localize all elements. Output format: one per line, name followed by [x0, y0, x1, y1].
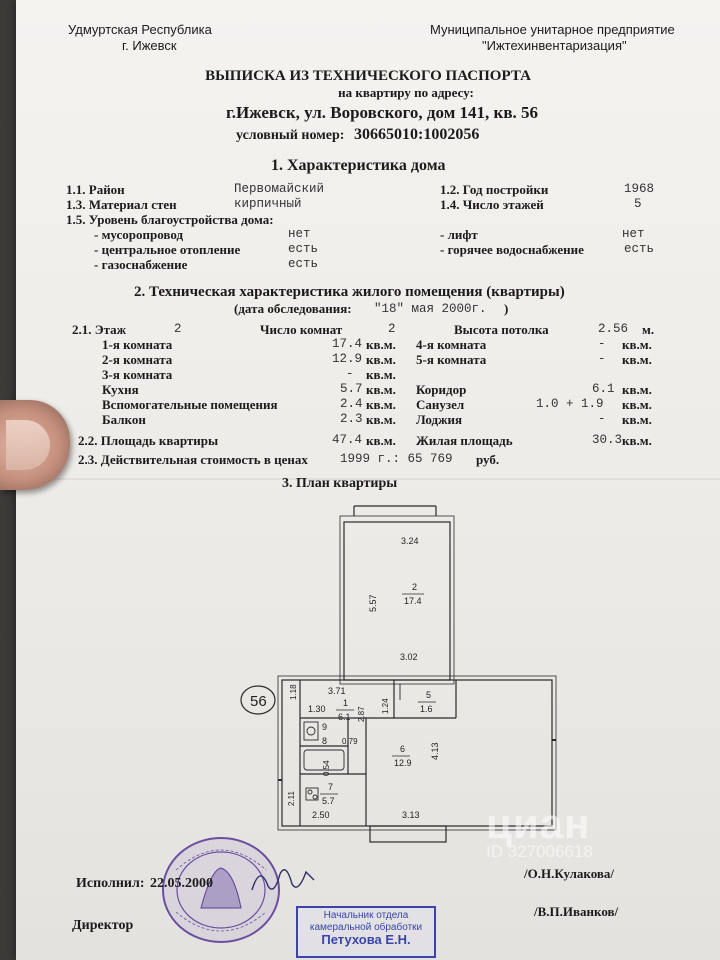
address: г.Ижевск, ул. Воровского, дом 141, кв. 56 [226, 103, 539, 122]
balcony-label: Балкон [102, 412, 146, 427]
dim-124: 1.24 [381, 698, 390, 714]
doc-subtitle: на квартиру по адресу: [338, 85, 474, 100]
room6-area: 12.9 [394, 758, 412, 768]
dim-118: 1.18 [289, 684, 298, 700]
room2-number: 2 [412, 582, 418, 592]
header-left-line1: Удмуртская Республика [68, 22, 212, 37]
room5-area: 1.6 [420, 704, 433, 714]
dim-324: 3.24 [401, 536, 419, 546]
room2-value: 12.9 [332, 352, 363, 366]
room3-label: 3-я комната [102, 367, 173, 382]
dim-130: 1.30 [308, 704, 326, 714]
stamp-line3: Петухова Е.Н. [321, 932, 411, 947]
lift-value: нет [622, 227, 645, 241]
bath-label: Санузел [416, 397, 465, 412]
room2-label: 2-я комната [102, 352, 173, 367]
survey-date-prefix: (дата обследования: [234, 301, 352, 316]
district-label: 1.1. Район [66, 182, 125, 197]
rooms-label: Число комнат [260, 322, 343, 337]
floors-value: 5 [634, 197, 642, 211]
room5-label: 5-я комната [416, 352, 487, 367]
watermark-brand: циан [486, 800, 591, 847]
executor-date: 22.05.2000 [150, 876, 213, 891]
executor-name: /О.Н.Кулакова/ [524, 866, 615, 881]
room1-area: 6.1 [338, 712, 351, 722]
aux-label: Вспомогательные помещения [102, 397, 278, 412]
dim-557: 5.57 [368, 594, 378, 612]
living-label: Жилая площадь [416, 433, 513, 448]
section3-title: 3. План квартиры [282, 476, 398, 491]
room1-number: 1 [343, 698, 349, 708]
plan-room-2-outline [344, 522, 450, 680]
living-value: 30.3 [592, 433, 623, 447]
area-unit: кв.м. [366, 433, 396, 448]
dim-079: 0.79 [342, 737, 358, 746]
section2-title: 2. Техническая характеристика жилого помещения (квартиры) [134, 284, 565, 300]
director-label: Директор [72, 918, 134, 933]
room1-value: 17.4 [332, 337, 363, 351]
room9-number: 9 [322, 722, 328, 732]
room2-area: 17.4 [404, 596, 422, 606]
kitchen-value: 5.7 [340, 382, 363, 396]
garbage-value: нет [288, 227, 311, 241]
dim-054: 0.54 [322, 760, 331, 776]
room4-value: - [598, 337, 606, 351]
header-right-line2: "Ижтехинвентаризация" [482, 38, 627, 53]
cost-unit: руб. [476, 452, 500, 467]
gas-value: есть [288, 257, 319, 271]
survey-date-value: "18" мая 2000г. [374, 302, 487, 316]
room3-value: - [346, 367, 354, 381]
room7-number: 7 [328, 782, 334, 792]
dim-211: 2.11 [287, 791, 296, 806]
aux-unit: кв.м. [366, 397, 396, 412]
executor-label: Исполнил: [76, 876, 145, 891]
heating-value: есть [288, 242, 319, 256]
dim-250: 2.50 [312, 810, 330, 820]
dim-287: 2.87 [357, 706, 366, 722]
loggia-value: - [598, 412, 606, 426]
header-right-line1: Муниципальное унитарное предприятие [430, 22, 675, 37]
hotwater-value: есть [624, 242, 655, 256]
room6-number: 6 [400, 744, 406, 754]
kitchen-unit: кв.м. [366, 382, 396, 397]
cost-value: 1999 г.: 65 769 [340, 452, 453, 466]
room4-label: 4-я комната [416, 337, 487, 352]
height-unit: м. [642, 322, 655, 337]
gas-label: - газоснабжение [94, 257, 188, 272]
dim-313: 3.13 [402, 810, 420, 820]
cost-label: 2.3. Действительная стоимость в ценах [78, 452, 308, 467]
dim-371: 3.71 [328, 686, 346, 696]
room5-unit: кв.м. [622, 352, 652, 367]
header-left-line2: г. Ижевск [122, 38, 177, 53]
bath-unit: кв.м. [622, 397, 652, 412]
director-name: /В.П.Иванков/ [534, 904, 619, 919]
walls-value: кирпичный [234, 197, 302, 211]
department-stamp [296, 906, 436, 958]
room5-number: 5 [426, 690, 432, 700]
district-value: Первомайский [234, 182, 325, 196]
floor-value: 2 [174, 322, 182, 336]
room2-unit: кв.м. [366, 352, 396, 367]
corridor-label: Коридор [416, 382, 467, 397]
floor-plan [16, 0, 720, 960]
dim-413: 4.13 [430, 742, 440, 760]
room3-unit: кв.м. [366, 367, 396, 382]
room1-unit: кв.м. [366, 337, 396, 352]
living-unit: кв.м. [622, 433, 652, 448]
doc-title: ВЫПИСКА ИЗ ТЕХНИЧЕСКОГО ПАСПОРТА [205, 68, 531, 84]
room4-unit: кв.м. [622, 337, 652, 352]
height-value: 2.56 [598, 322, 629, 336]
lift-label: - лифт [440, 227, 478, 242]
stamp-line2: камеральной обработки [309, 921, 423, 933]
room7-area: 5.7 [322, 796, 335, 806]
walls-label: 1.3. Материал стен [66, 197, 177, 212]
floor-label: 2.1. Этаж [72, 322, 127, 337]
corridor-unit: кв.м. [622, 382, 652, 397]
floors-label: 1.4. Число этажей [440, 197, 544, 212]
document-sheet [16, 0, 720, 960]
kitchen-label: Кухня [102, 382, 139, 397]
heating-label: - центральное отопление [94, 242, 241, 257]
area-label: 2.2. Площадь квартиры [78, 433, 219, 448]
cond-number-value: 30665010:1002056 [354, 126, 480, 143]
hotwater-label: - горячее водоснабжение [440, 242, 584, 257]
dim-302: 3.02 [400, 652, 418, 662]
aux-value: 2.4 [340, 397, 363, 411]
area-value: 47.4 [332, 433, 363, 447]
bath-value: 1.0 + 1.9 [536, 397, 604, 411]
room1-label: 1-я комната [102, 337, 173, 352]
year-value: 1968 [624, 182, 655, 196]
balcony-value: 2.3 [340, 412, 363, 426]
rooms-value: 2 [388, 322, 396, 336]
apt-number: 56 [250, 693, 267, 710]
corridor-value: 6.1 [592, 382, 615, 396]
garbage-label: - мусоропровод [94, 227, 184, 242]
executor-signature [248, 860, 318, 900]
section1-title: 1. Характеристика дома [271, 157, 446, 174]
watermark-id: ID 327006618 [486, 842, 593, 861]
height-label: Высота потолка [454, 322, 549, 337]
year-label: 1.2. Год постройки [440, 182, 549, 197]
balcony-unit: кв.м. [366, 412, 396, 427]
loggia-label: Лоджия [416, 412, 463, 427]
cond-number-label: условный номер: [236, 128, 345, 143]
watermark [486, 800, 593, 862]
room5-value: - [598, 352, 606, 366]
stamp-line1: Начальник отдела [323, 910, 409, 921]
loggia-unit: кв.м. [622, 412, 652, 427]
survey-date-suffix: ) [504, 301, 509, 316]
room8-number: 8 [322, 736, 328, 746]
comfort-label: 1.5. Уровень благоустройства дома: [66, 212, 274, 227]
